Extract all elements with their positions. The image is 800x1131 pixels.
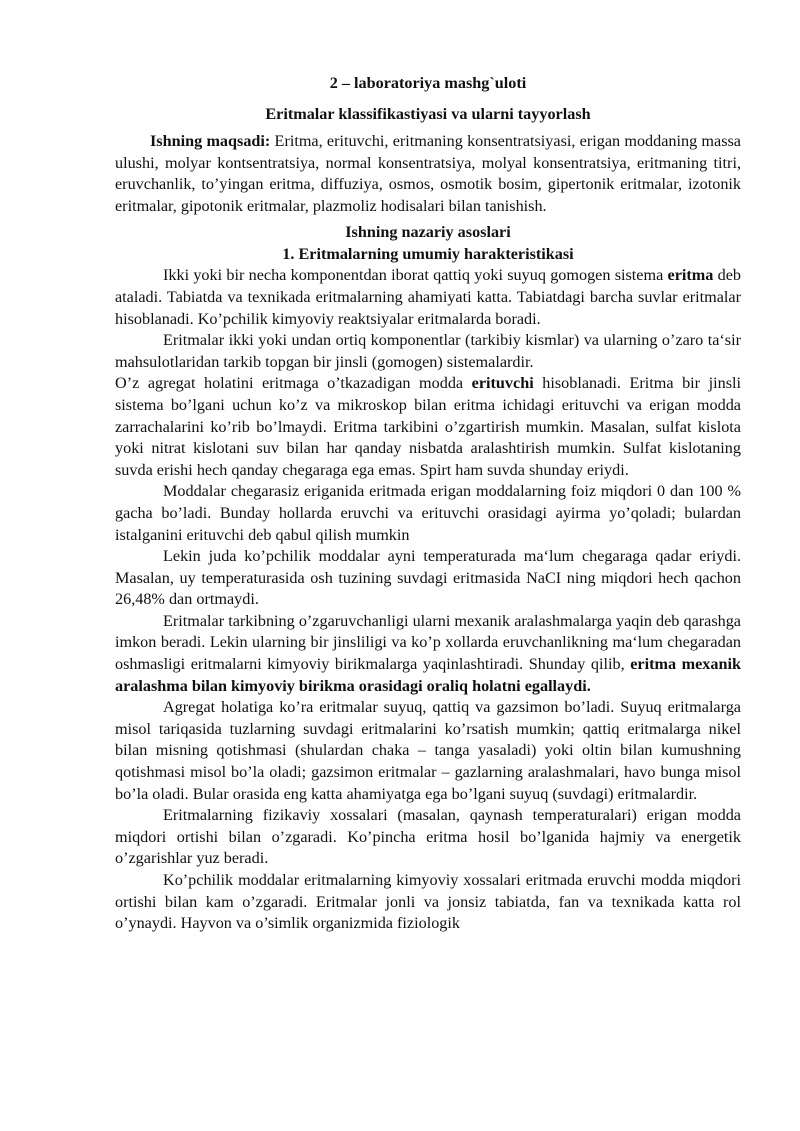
paragraph-9: Ko’pchilik moddalar eritmalarning kimyoviy xossalari eritmada eruvchi modda miqdori ortishi bilan kam o’zgaradi. Eritmalar jonli va jonsiz tabiatda, fan va texnikada katta rol o’ynaydi. Hayvon va o’simlik organizmida fiziologik [115, 871, 741, 933]
document-page [115, 72, 741, 935]
term-erituvchi: erituvchi [471, 374, 534, 393]
section-heading: Ishning nazariy asoslari [345, 223, 511, 242]
paragraph-2: Eritmalar ikki yoki undan ortiq komponentlar (tarkibiy kismlar) va ularning o’zaro ta‘sir mahsulotlaridan tarkib topgan bir jinsli (gomogen) sistemalardir. [115, 331, 741, 371]
page-subtitle: Eritmalar klassifikastiyasi va ularni tayyorlash [265, 105, 591, 123]
paragraph-8: Eritmalarning fizikaviy xossalari (masalan, qaynash temperaturalari) erigan modda miqdori ortishi bilan o’zgaradi. Ko’pincha eritma hosil bo’lganida hajmiy va energetik o’zgarishlar yuz beradi. [115, 806, 741, 868]
term-eritma: eritma [667, 266, 714, 285]
paragraph-4: Moddalar chegarasiz eriganida eritmada erigan moddalarning foiz miqdori 0 dan 100 % gacha bo’ladi. Bunday hollarda eruvchi va erituvchi orasidagi ayirma yo’qoladi; bulardan istalganini erituvchi deb qabul qilish mumkin [115, 482, 741, 544]
paragraph-1 [115, 265, 741, 330]
paragraph-7: Agregat holatiga ko’ra eritmalar suyuq, qattiq va gazsimon bo’ladi. Suyuq eritmalarga misol tariqasida tuzlarning suvdagi eritmalarini ko’rsatish mumkin; qattiq eritmalarga nikel bilan misning qotishmasi (shulardan chaka – tanga yasaladi) yoki oltin bilan kumushning qotishmasi misol bo’la oladi; gazsimon eritmalar – gazlarning aralashmalari, havo bunga misol bo’la oladi. Bular orasida eng katta ahamiyatga ega bo’lgani suyuq (suvdagi) eritmalardir. [115, 698, 741, 803]
aim-label: Ishning maqsadi: [150, 132, 271, 150]
paragraph-3 [115, 373, 741, 481]
aim-paragraph [115, 131, 741, 217]
paragraph-6-text-a: Eritmalar tarkibning o’zgaruvchanligi ularni mexanik aralashmalarga yaqin deb qarashga imkon beradi. Lekin ularning bir jinsliligi va ko’p xollarda eruvchanlikning ma‘lum chegaradan oshmasligi eritmalarni kimyoviy birikmalarga yaqinlashtiradi. Shunday qilib, [115, 611, 741, 674]
section-subheading: 1. Eritmalarning umumiy harakteristikasi [282, 245, 574, 264]
paragraph-3-text-a: O’z agregat holatini eritmaga o’tkazadigan modda [115, 374, 472, 393]
aim-text: Eritma, erituvchi, eritmaning konsentratsiyasi, erigan moddaning massa ulushi, molyar kontsentratsiya, normal konsentratsiya, molyal konsentratsiya, eritmaning titri, eruvchanlik, to’yingan eritma, diffuziya, osmos, osmotik bosim, gipertonik eritmalar, izotonik eritmalar, gipotonik eritmalar, plazmoliz hodisalari bilan tanishish. [115, 132, 741, 215]
page-title: 2 – laboratoriya mashg`uloti [329, 74, 527, 92]
paragraph-5: Lekin juda ko’pchilik moddalar ayni temperaturada ma‘lum chegaraga qadar eriydi. Masalan, uy temperaturasida osh tuzining suvdagi eritmasida NaCI ning miqdori hech qachon 26,48% dan ortmaydi. [115, 547, 741, 609]
paragraph-3-text-b: hisoblanadi. Eritma bir jinsli sistema bo’lgani uchun ko’z va mikroskop bilan eritma ichidagi erituvchi va erigan modda zarrachalarini ko’rib bo’lmaydi. Eritma tarkibini o’zgartirish mumkin. Masalan, sulfat kislota yoki nitrat kislotani suv bilan har qanday nisbatda aralashtirish mumkin. Sulfat kislotaning suvda erishi hech qanday chegaraga ega emas. Spirt ham suvda shunday eriydi. [115, 374, 742, 479]
paragraph-1-text-b: deb ataladi. Tabiatda va texnikada eritmalarning ahamiyati katta. Tabiatdagi barcha suvlar eritmalar hisoblanadi. Ko’pchilik kimyoviy reaktsiyalar eritmalarda boradi. [115, 266, 741, 328]
paragraph-1-text-a: Ikki yoki bir necha komponentdan iborat qattiq yoki suyuq gomogen sistema [163, 266, 668, 285]
paragraph-6 [115, 611, 741, 697]
paragraph-6-conclusion: eritma mexanik aralashma bilan kimyoviy birikma orasidagi oraliq holatni egallaydi. [115, 655, 741, 695]
